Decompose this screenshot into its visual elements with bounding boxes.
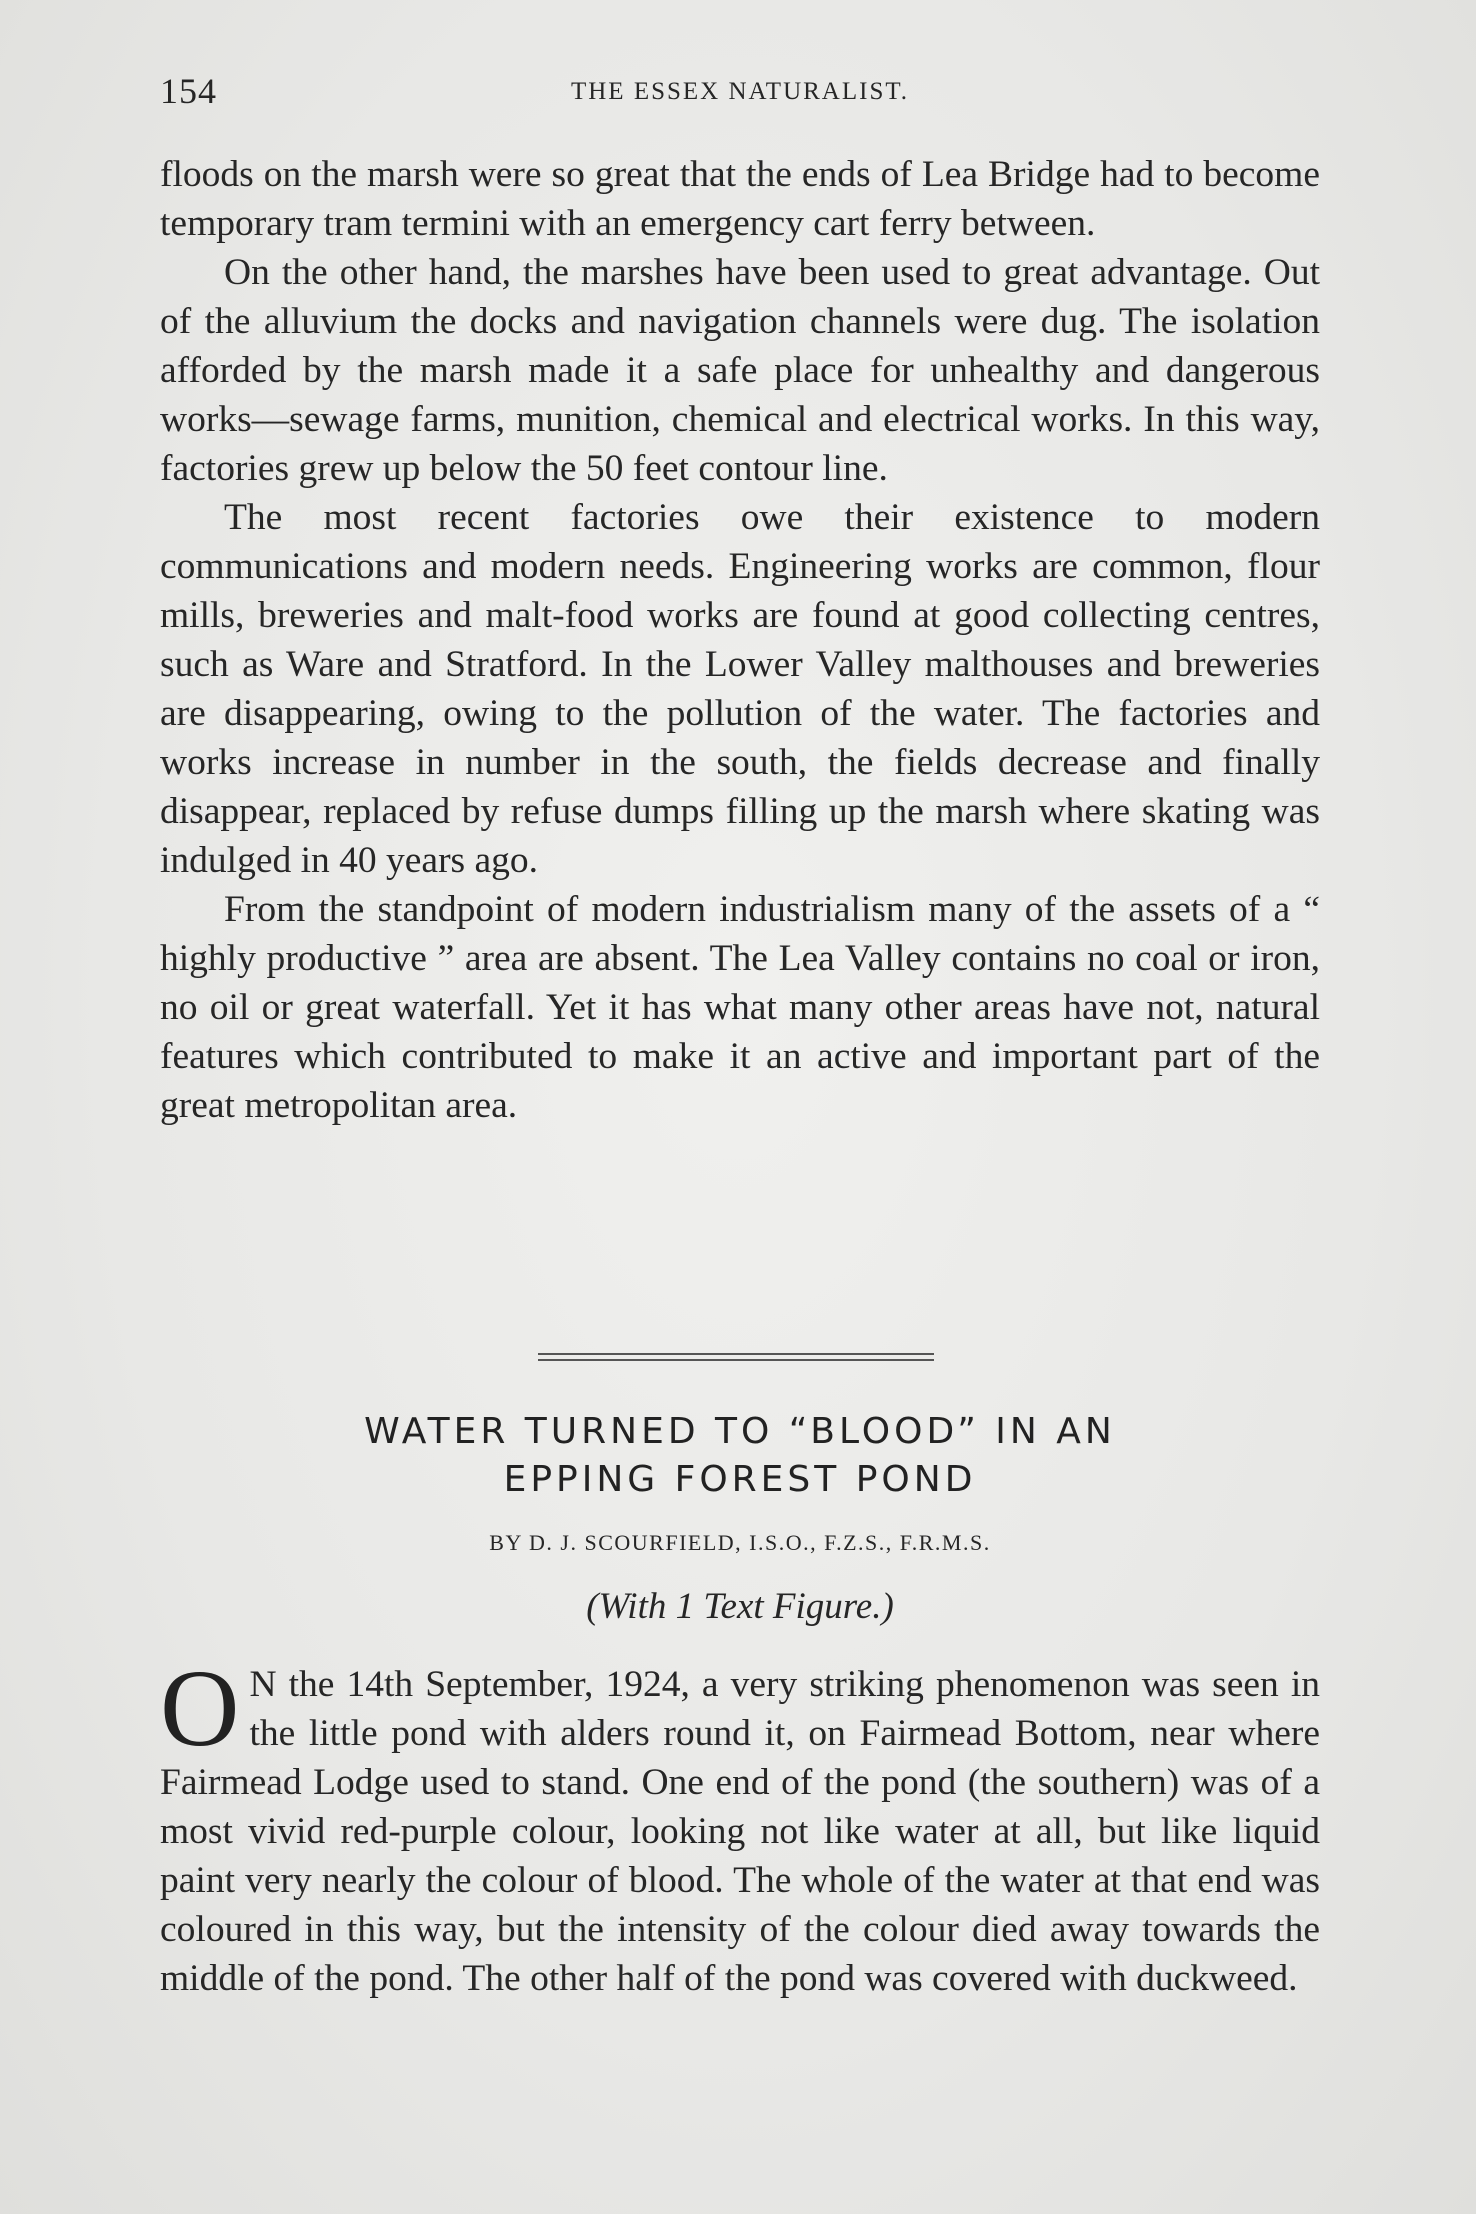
- article-title: [160, 1408, 1320, 1504]
- article-body: [160, 1647, 1320, 2003]
- paragraph: The most recent factories owe their existence to modern communications and modern needs. Engineering works are common, flour mills, breweries and malt-food works are found at good collecting centres, such as Ware and Stratford. In the Lower Valley malthouses and breweries are disappearing, owing to the pollution of the water. The factories and works increase in number in the south, the fields decrease and finally disappear, replaced by refuse dumps filling up the marsh where skating was indulged in 40 years ago.: [160, 497, 1320, 881]
- section-divider: [538, 1353, 934, 1361]
- paragraph: From the standpoint of modern industrialism many of the assets of a “ highly productive ” area are absent. The Lea Valley contains no coal or iron, no oil or great waterfall. Yet it has what many other areas have not, natural features which contributed to make it an active and important part of the great metropolitan area.: [160, 889, 1320, 1126]
- running-head: THE ESSEX NATURALIST.: [570, 78, 910, 105]
- article-title-line: WATER TURNED TO “BLOOD” IN AN: [364, 1411, 1116, 1452]
- paragraph: On the other hand, the marshes have been used to great advantage. Out of the alluvium the docks and navigation channels were dug. The isolation afforded by the marsh made it a safe place for unhealthy and dangerous works—sewage farms, munition, chemical and electrical works. In this way, factories grew up below the 50 feet contour line.: [160, 252, 1320, 489]
- continued-article-text: [160, 150, 1320, 1130]
- page-header: [160, 70, 1320, 122]
- paragraph-text: N the 14th September, 1924, a very striking phenomenon was seen in the little pond with alders round it, on Fairmead Bottom, near where Fairmead Lodge used to stand. One end of the pond (the southern) was of a most vivid red-purple colour, looking not like water at all, but like liquid paint very nearly the colour of blood. The whole of the water at that end was coloured in this way, but the intensity of the colour died away towards the middle of the pond. The other half of the pond was covered with duckweed.: [160, 1664, 1320, 1999]
- paragraph: floods on the marsh were so great that the ends of Lea Bridge had to become temporary tram termini with an emergency cart ferry between.: [160, 154, 1320, 244]
- article-title-line: EPPING FOREST POND: [503, 1459, 977, 1500]
- figure-note: (With 1 Text Figure.): [586, 1586, 894, 1627]
- drop-cap: O: [160, 1647, 240, 1769]
- paragraph: [160, 1647, 1320, 2003]
- author-byline: BY D. J. SCOURFIELD, I.S.O., F.Z.S., F.R.M.S.: [489, 1530, 991, 1555]
- page-number: 154: [160, 71, 217, 111]
